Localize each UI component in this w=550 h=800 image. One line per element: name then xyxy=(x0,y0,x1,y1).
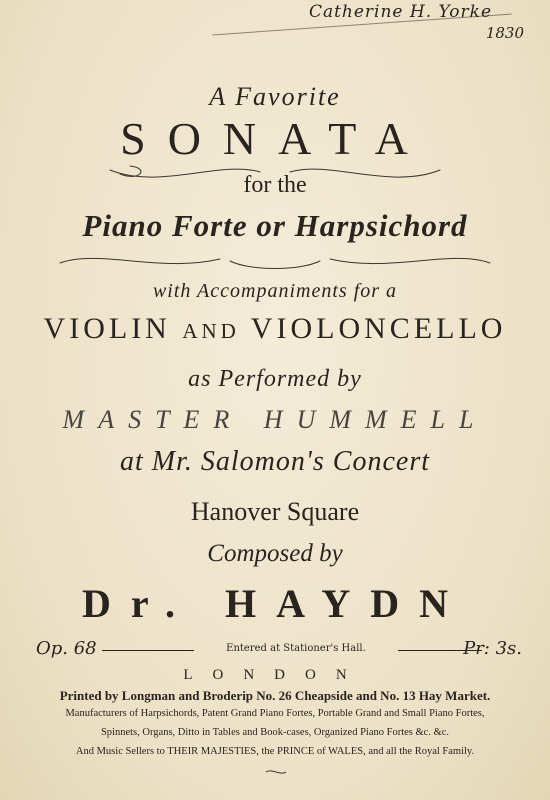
title-master-hummell: MASTER HUMMELL xyxy=(62,405,488,434)
opus-rule-left xyxy=(102,650,194,651)
imprint-music-sellers: And Music Sellers to THEIR MAJESTIES, the PRINCE of WALES, and all the Royal Family. xyxy=(75,746,475,757)
title-as-performed: as Performed by xyxy=(188,366,362,392)
bottom-ornament xyxy=(265,768,287,776)
signature-name: Catherine H. Yorke xyxy=(308,2,492,22)
title-composed-by: Composed by xyxy=(207,540,343,567)
imprint-printer: Printed by Longman and Broderip No. 26 Cheapside and No. 13 Hay Market. xyxy=(59,688,491,703)
imprint-city: LONDON xyxy=(183,667,367,683)
title-sonata: SONATA xyxy=(120,113,430,164)
signature-year: 1830 xyxy=(485,24,524,42)
title-hanover-square: Hanover Square xyxy=(190,497,360,526)
stationers-hall-notice: Entered at Stationer's Hall. xyxy=(226,643,366,654)
title-violin-violoncello: VIOLIN and VIOLONCELLO xyxy=(43,312,507,345)
imprint-spinnets: Spinnets, Organs, Ditto in Tables and Book-cases, Organized Piano Fortes &c. &c. xyxy=(100,727,450,738)
title-composer: Dr. HAYDN xyxy=(82,581,468,626)
title-piano-forte: Piano Forte or Harpsichord xyxy=(82,208,468,243)
title-salomon-concert: at Mr. Salomon's Concert xyxy=(120,446,430,477)
price: Pr: 3s. xyxy=(463,638,522,659)
title-with-accompaniments: with Accompaniments for a xyxy=(152,280,398,302)
title-for-the: for the xyxy=(243,172,307,198)
flourish-under-piano xyxy=(0,245,550,275)
title-favorite: A Favorite xyxy=(209,82,341,111)
opus-number: Op. 68 xyxy=(36,638,97,659)
opus-row xyxy=(36,638,522,660)
imprint-manufacturers: Manufacturers of Harpsichords, Patent Grand Piano Fortes, Portable Grand and Small Piano Fortes, xyxy=(65,708,485,719)
owner-signature xyxy=(212,2,532,52)
